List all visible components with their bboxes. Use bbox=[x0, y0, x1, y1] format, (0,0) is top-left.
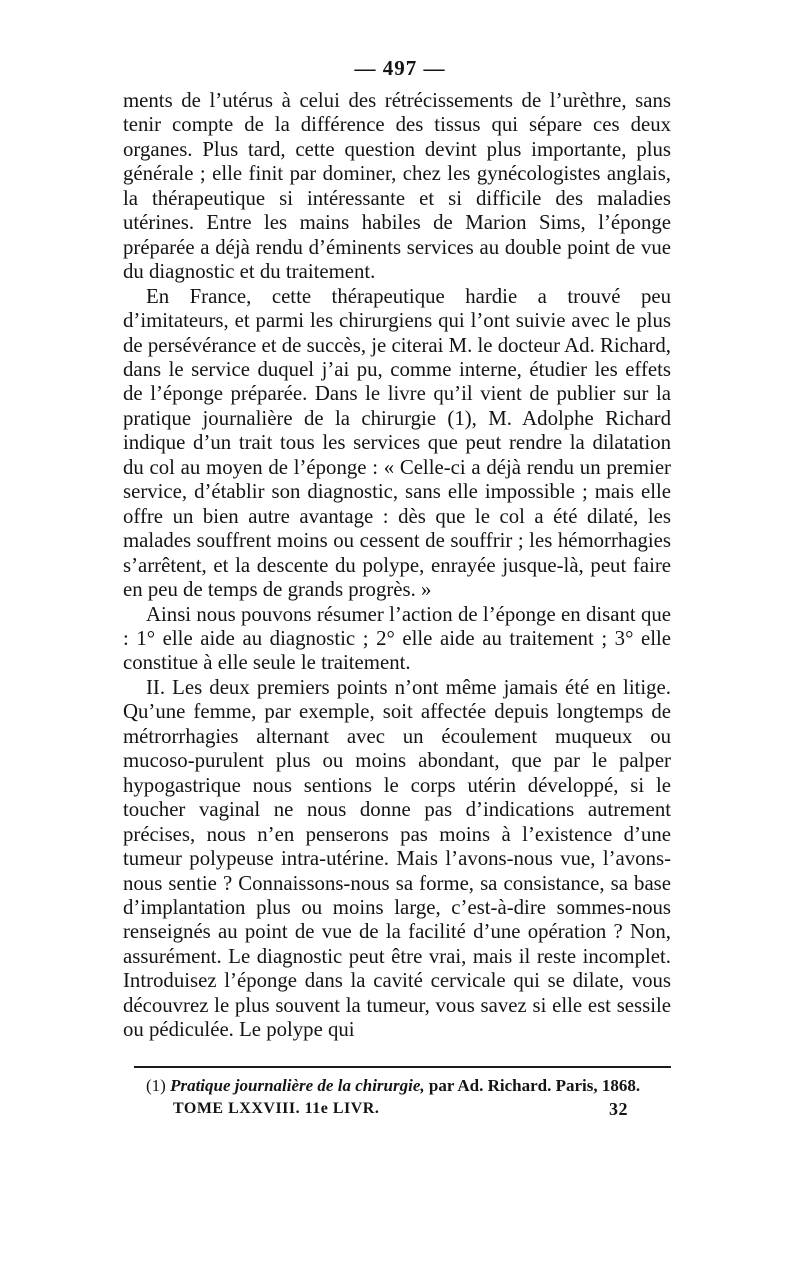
sheet-number: 32 bbox=[609, 1099, 628, 1119]
body-text bbox=[123, 89, 671, 1043]
paragraph-section-two: II. Les deux premiers points n’ont même jamais été en litige. Qu’une femme, par exemple, soit affectée depuis longtemps de métrorrhagies alternant avec un écoulement muqueux ou mucoso-purulent plus ou moins abondant, que par le palper hypogastrique nous sentions le corps utérin développé, si le toucher vaginal ne nous donne pas d’indications autrement précises, nous n’en penserons pas moins à l’existence d’une tumeur polypeuse intra-utérine. Mais l’avons-nous vue, l’avons-nous sentie ? Connaissons-nous sa forme, sa consistance, sa base d’implantation plus ou moins large, c’est-à-dire sommes-nous renseignés au point de vue de la facilité d’une opération ? Non, assurément. Le diagnostic peut être vrai, mais il reste incomplet. Introduisez l’éponge dans la cavité cervicale qui se dilate, vous découvrez le plus souvent la tumeur, vous savez si elle est sessile ou pédiculée. Le polype qui bbox=[123, 675, 671, 1042]
volume-label: TOME LXXVIII. 11e LIVR. bbox=[173, 1100, 380, 1117]
footnote-publication: par Ad. Richard. Paris, 1868. bbox=[428, 1076, 641, 1095]
footnote-divider bbox=[134, 1066, 671, 1068]
footnote-book-title: Pratique journalière de la chirurgie, bbox=[170, 1076, 425, 1095]
footnote-marker: (1) bbox=[146, 1076, 166, 1095]
paragraph-richard: En France, cette thérapeutique hardie a trouvé peu d’imitateurs, et parmi les chirurgiens qui l’ont suivie avec le plus de persévérance et de succès, je citerai M. le docteur Ad. Richard, dans le service duquel j’ai pu, comme interne, étudier les effets de l’éponge préparée. Dans le livre qu’il vient de publier sur la pratique journalière de la chirurgie (1), M. Adolphe Richard indique d’un trait tous les services que peut rendre la dilatation du col au moyen de l’éponge : « Celle-ci a déjà rendu un premier service, d’établir son diagnostic, sans elle impossible ; mais elle offre un bien autre avantage : dès que le col a été dilaté, les malades souffrent moins ou cessent de souffrir ; les hémorrhagies s’arrêtent, et la descente du polype, enrayée jusque-là, peut faire en peu de temps de grands progrès. » bbox=[123, 284, 671, 602]
paragraph-summary: Ainsi nous pouvons résumer l’action de l’éponge en disant que : 1° elle aide au diagnostic ; 2° elle aide au traitement ; 3° elle constitue à elle seule le traitement. bbox=[123, 602, 671, 675]
footnote bbox=[146, 1075, 666, 1097]
paragraph-continued: ments de l’utérus à celui des rétrécissements de l’urèthre, sans tenir compte de la différence des tissus qui sépare ces deux organes. Plus tard, cette question devint plus importante, plus générale ; elle finit par dominer, chez les gynécologistes anglais, la thérapeutique si intéressante et si difficile des maladies utérines. Entre les mains habiles de Marion Sims, l’éponge préparée a déjà rendu d’éminents services au double point de vue du diagnostic et du traitement. bbox=[123, 89, 671, 284]
page-number: — 497 — bbox=[354, 56, 446, 80]
